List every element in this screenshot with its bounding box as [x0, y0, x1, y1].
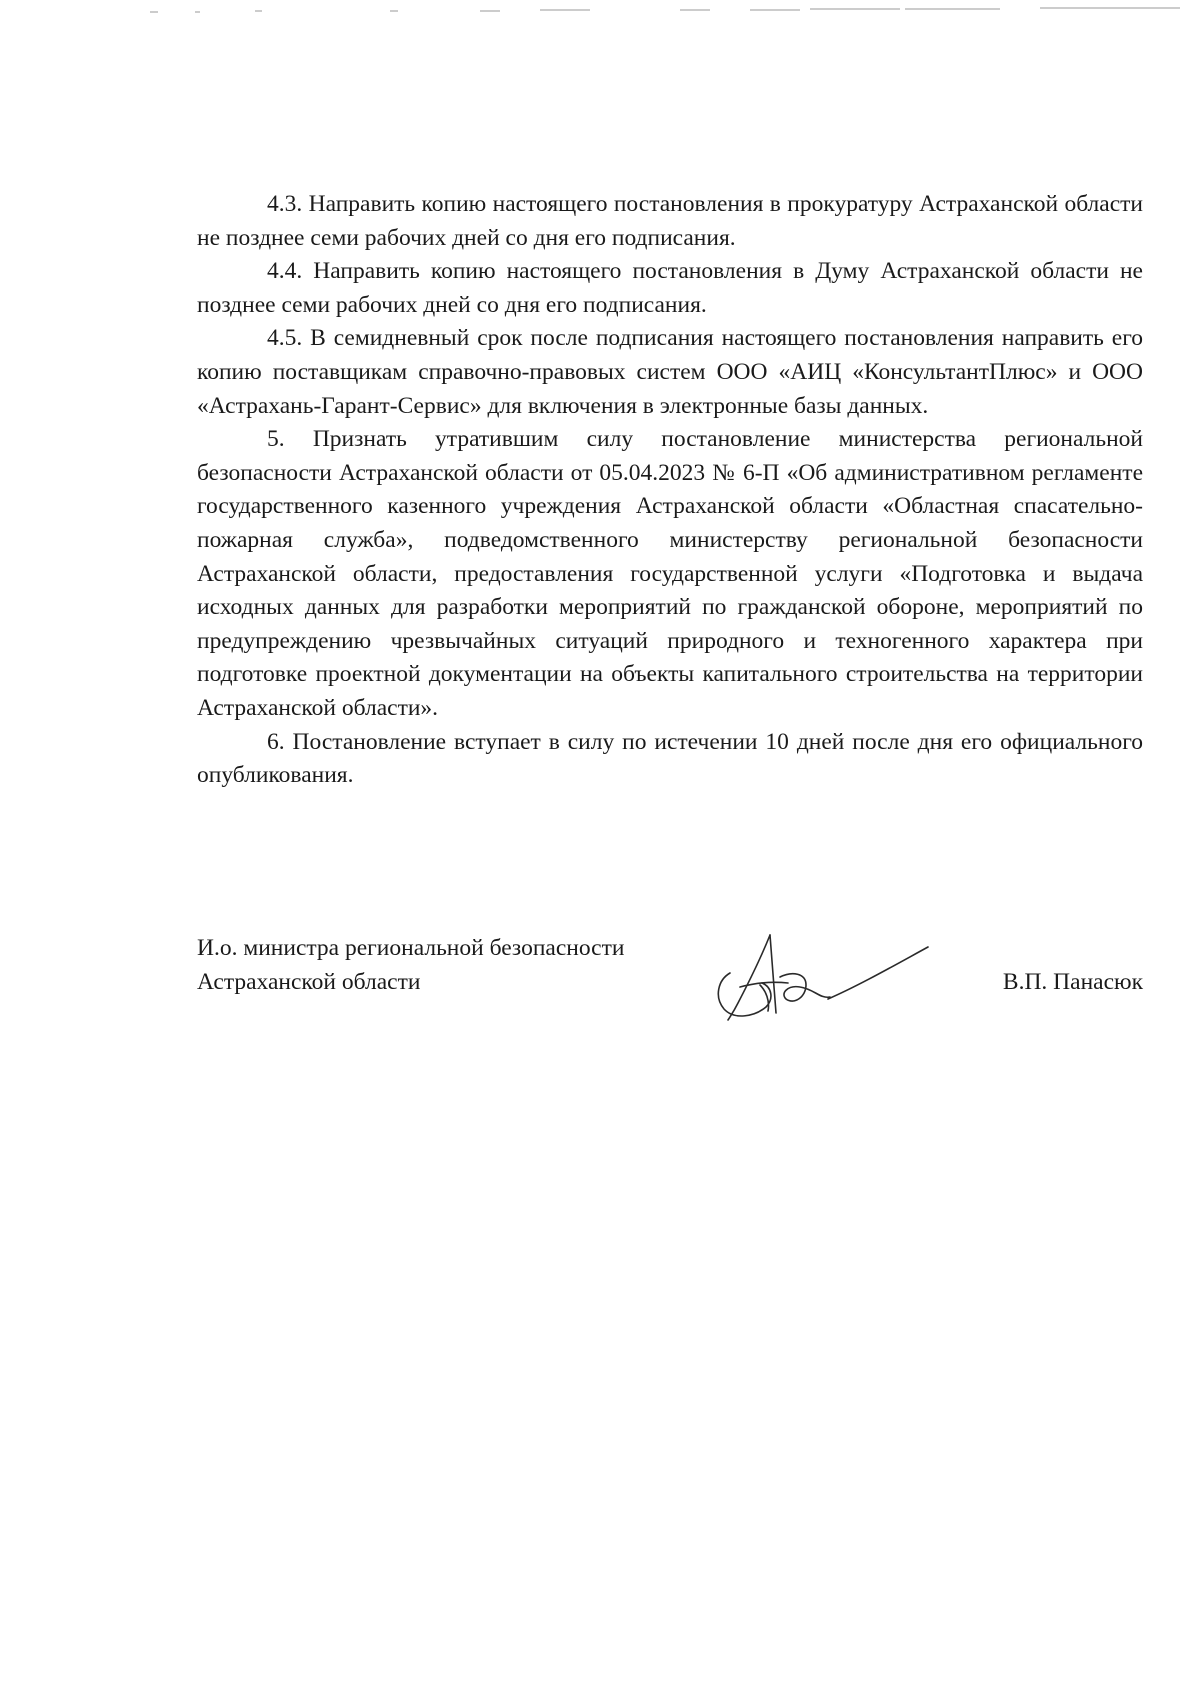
signatory-position	[197, 932, 624, 999]
handwritten-signature	[710, 925, 940, 1025]
signatory-position-line1: И.о. министра региональной безопасности	[197, 935, 625, 961]
signatory-name: В.П. Панасюк	[1002, 968, 1143, 995]
paragraph-4-4: 4.4. Направить копию настоящего постановления в Думу Астраханской области не позднее семи рабочих дней со дня его подписания.	[197, 258, 1143, 318]
scan-edge-marks	[0, 0, 1200, 30]
paragraph-4-3: 4.3. Направить копию настоящего постановления в прокуратуру Астраханской области не позднее семи рабочих дней со дня его подписания.	[197, 191, 1143, 251]
document-body	[197, 188, 1143, 793]
signatory-position-line2: Астраханской области	[197, 968, 421, 995]
paragraph-5: 5. Признать утратившим силу постановление министерства региональной безопасности Астраханской области от 05.04.2023 № 6-П «Об административном регламенте государственного казенного учреждения Астраханской области «Областная спасательно-пожарная служба», подведомственного министерству региональной безопасности Астраханской области, предоставления государственной услуги «Подготовка и выдача исходных данных для разработки мероприятий по гражданской обороне, мероприятий по предупреждению чрезвычайных ситуаций природного и техногенного характера при подготовке проектной документации на объекты капитального строительства на территории Астраханской области».	[197, 426, 1143, 721]
paragraph-6: 6. Постановление вступает в силу по истечении 10 дней после дня его официального опубликования.	[197, 728, 1143, 789]
signature-block	[197, 932, 1143, 1022]
paragraph-4-5: 4.5. В семидневный срок после подписания настоящего постановления направить его копию поставщикам справочно-правовых систем ООО «АИЦ «КонсультантПлюс» и ООО «Астрахань-Гарант-Сервис» для включения в электронные базы данных.	[197, 325, 1143, 419]
